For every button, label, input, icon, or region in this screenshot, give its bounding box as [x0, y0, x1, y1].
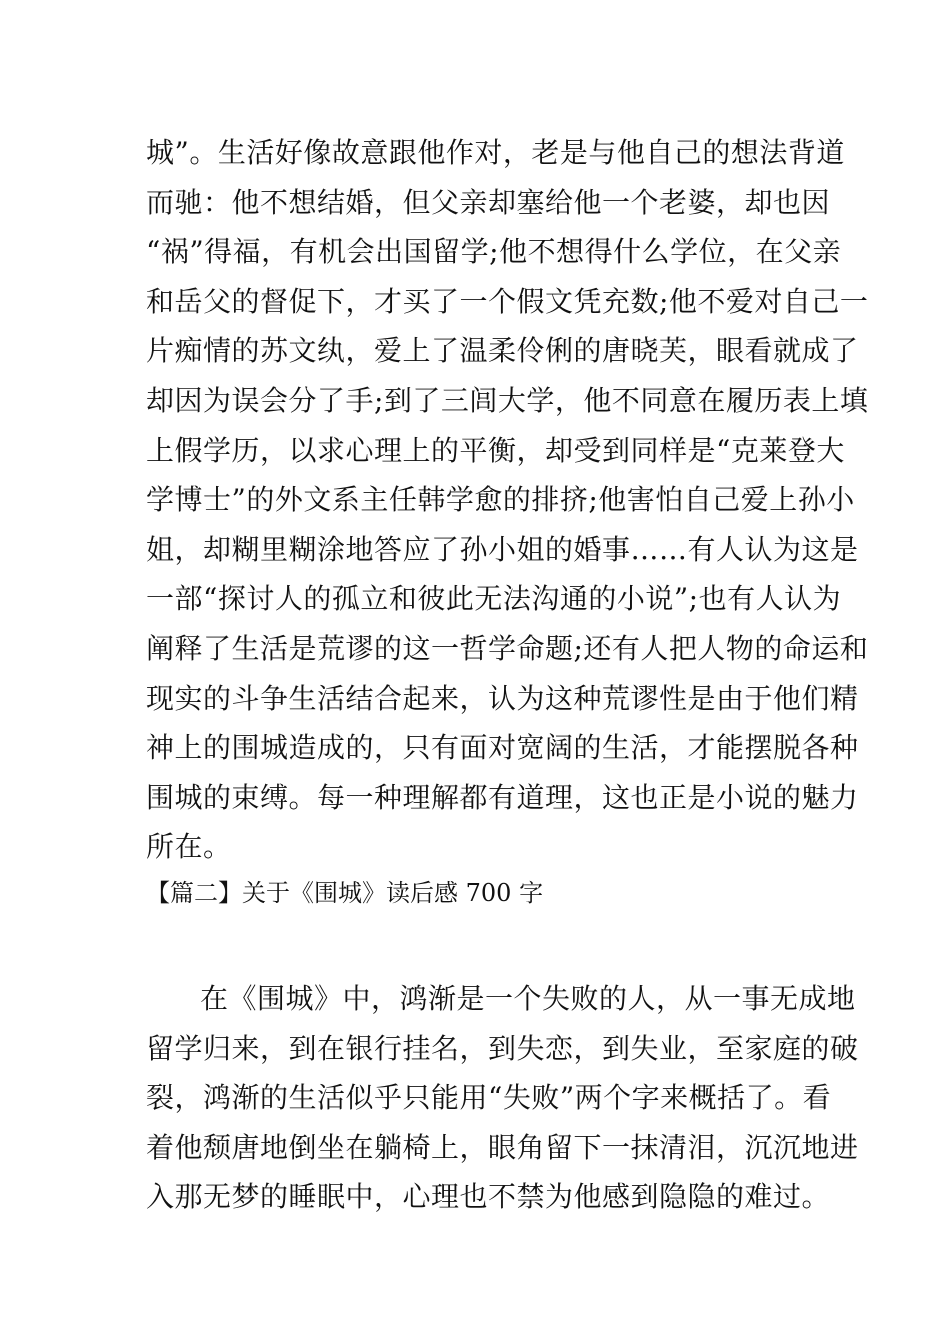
paragraph-line: 一部“探讨人的孤立和彼此无法沟通的小说”;也有人认为 [146, 582, 842, 616]
paragraph-line: 入那无梦的睡眠中，心理也不禁为他感到隐隐的难过。 [146, 1180, 831, 1214]
paragraph-line: 学博士”的外文系主任韩学愈的排挤;他害怕自己爱上孙小 [146, 483, 855, 517]
paragraph-line: 姐，却糊里糊涂地答应了孙小姐的婚事……有人认为这是 [146, 532, 859, 566]
paragraph-line: 围城的束缚。每一种理解都有道理，这也正是小说的魅力 [146, 780, 859, 814]
paragraph-line: 阐释了生活是荒谬的这一哲学命题;还有人把人物的命运和 [146, 631, 869, 665]
paragraph-line: 片痴情的苏文纨，爱上了温柔伶俐的唐晓芙，眼看就成了 [146, 334, 859, 368]
paragraph-line: 在《围城》中，鸿渐是一个失败的人，从一事无成地 [200, 982, 856, 1015]
paragraph-line: 和岳父的督促下，才买了一个假文凭充数;他不爱对自己一 [146, 284, 869, 318]
paragraph-line: 神上的围城造成的，只有面对宽阔的生活，才能摆脱各种 [146, 731, 859, 765]
paragraph-line: 着他颓唐地倒坐在躺椅上，眼角留下一抹清泪，沉沉地进 [146, 1130, 859, 1164]
paragraph-line: 却因为误会分了手;到了三闾大学，他不同意在履历表上填 [146, 383, 869, 417]
section-heading: 【篇二】关于《围城》读后感 700 字 [146, 879, 544, 907]
paragraph-line: 而驰：他不想结婚，但父亲却塞给他一个老婆，却也因 [146, 185, 831, 219]
paragraph-line: 上假学历，以求心理上的平衡，却受到同样是“克莱登大 [146, 433, 845, 467]
body-paragraph-1 [146, 128, 869, 872]
paragraph-line: 所在。 [146, 830, 232, 864]
paragraph-line: 留学归来，到在银行挂名，到失恋，到失业，至家庭的破 [146, 1031, 859, 1065]
paragraph-line: 裂，鸿渐的生活似乎只能用“失败”两个字来概括了。看 [146, 1081, 832, 1115]
body-paragraph-2 [146, 974, 859, 1222]
paragraph-line: “祸”得福，有机会出国留学;他不想得什么学位，在父亲 [146, 235, 842, 269]
paragraph-line: 城”。生活好像故意跟他作对，老是与他自己的想法背道 [146, 136, 845, 169]
paragraph-line: 现实的斗争生活结合起来，认为这种荒谬性是由于他们精 [146, 681, 859, 715]
